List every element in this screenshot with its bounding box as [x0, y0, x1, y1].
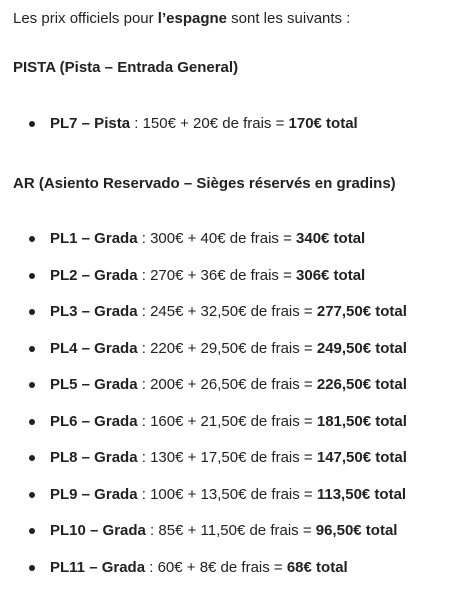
bullet-icon — [29, 121, 35, 127]
separator: : — [137, 376, 151, 393]
price-total: 147,50€ total — [316, 449, 407, 466]
bullet-icon — [29, 346, 35, 352]
price-total: 96,50€ total — [315, 522, 398, 539]
price-list-item — [0, 521, 459, 558]
price-line — [50, 558, 348, 578]
price-list-item — [0, 302, 459, 339]
bullet-icon — [29, 273, 35, 279]
intro-text-before: Les prix officiels pour — [13, 10, 158, 27]
separator: : — [145, 558, 158, 576]
price-breakdown: 270€ + 36€ de frais = — [150, 266, 297, 284]
price-breakdown: 150€ + 20€ de frais = — [142, 115, 289, 132]
seat-category: PL8 – Grada — [50, 449, 138, 466]
price-breakdown: 160€ + 21,50€ de frais = — [150, 412, 317, 430]
price-list-item — [0, 485, 459, 522]
price-list-item — [0, 229, 459, 266]
section-heading-pista: PISTA (Pista – Entrada General) — [13, 59, 239, 76]
seat-category: PL11 – Grada — [50, 558, 146, 576]
price-total: 340€ total — [296, 230, 366, 247]
price-breakdown: 245€ + 32,50€ de frais = — [150, 303, 317, 320]
price-breakdown: 220€ + 29,50€ de frais = — [150, 339, 317, 357]
seat-category: PL2 – Grada — [50, 266, 138, 284]
separator: : — [130, 115, 143, 132]
price-list-item — [0, 558, 459, 595]
price-breakdown: 130€ + 17,50€ de frais = — [150, 449, 317, 466]
price-total: 249,50€ total — [316, 339, 407, 357]
price-list-item — [0, 412, 459, 449]
price-line — [50, 448, 407, 468]
price-line — [50, 266, 365, 286]
price-total: 181,50€ total — [316, 412, 407, 430]
bullet-icon — [29, 455, 35, 461]
seat-category: PL6 – Grada — [50, 412, 138, 430]
price-breakdown: 300€ + 40€ de frais = — [150, 230, 297, 247]
price-breakdown: 100€ + 13,50€ de frais = — [150, 485, 317, 503]
price-total: 68€ total — [286, 558, 348, 576]
price-line — [50, 375, 407, 395]
seat-category: PL7 – Pista — [50, 115, 131, 132]
separator: : — [137, 485, 151, 503]
price-line — [50, 302, 407, 322]
price-breakdown: 200€ + 26,50€ de frais = — [150, 376, 317, 393]
intro-paragraph — [13, 9, 350, 29]
price-breakdown: 85€ + 11,50€ de frais = — [158, 522, 316, 539]
bullet-icon — [29, 382, 35, 388]
bullet-icon — [29, 565, 35, 571]
separator: : — [137, 412, 151, 430]
separator: : — [137, 303, 151, 320]
bullet-icon — [29, 236, 35, 242]
seat-category: PL4 – Grada — [50, 339, 138, 357]
price-list-item — [0, 448, 459, 485]
separator: : — [145, 522, 159, 539]
price-list-item — [0, 114, 459, 151]
price-total: 277,50€ total — [316, 303, 407, 320]
separator: : — [137, 230, 151, 247]
bullet-icon — [29, 419, 35, 425]
price-line — [50, 521, 397, 541]
price-breakdown: 60€ + 8€ de frais = — [157, 558, 287, 576]
price-line — [50, 114, 358, 134]
price-total: 306€ total — [296, 266, 366, 284]
bullet-icon — [29, 309, 35, 315]
separator: : — [137, 339, 151, 357]
price-total: 113,50€ total — [316, 485, 407, 503]
price-list-item — [0, 266, 459, 303]
separator: : — [137, 449, 151, 466]
seat-category: PL3 – Grada — [50, 303, 138, 320]
price-list-item — [0, 375, 459, 412]
seat-category: PL9 – Grada — [50, 485, 138, 503]
price-list-pista — [0, 114, 459, 151]
price-list-item — [0, 339, 459, 376]
bullet-icon — [29, 528, 35, 534]
price-line — [50, 485, 406, 505]
intro-text-after: sont les suivants : — [227, 10, 351, 27]
price-total: 226,50€ total — [316, 376, 407, 393]
price-line — [50, 229, 365, 249]
seat-category: PL10 – Grada — [50, 522, 146, 539]
price-total: 170€ total — [288, 115, 358, 132]
price-line — [50, 339, 407, 359]
separator: : — [137, 266, 151, 284]
bullet-icon — [29, 492, 35, 498]
price-list-asiento-reservado — [0, 229, 459, 594]
section-heading-asiento-reservado: AR (Asiento Reservado – Sièges réservés en gradins) — [13, 175, 396, 192]
price-line — [50, 412, 407, 432]
seat-category: PL5 – Grada — [50, 376, 138, 393]
intro-country: l’espagne — [157, 10, 227, 27]
seat-category: PL1 – Grada — [50, 230, 138, 247]
